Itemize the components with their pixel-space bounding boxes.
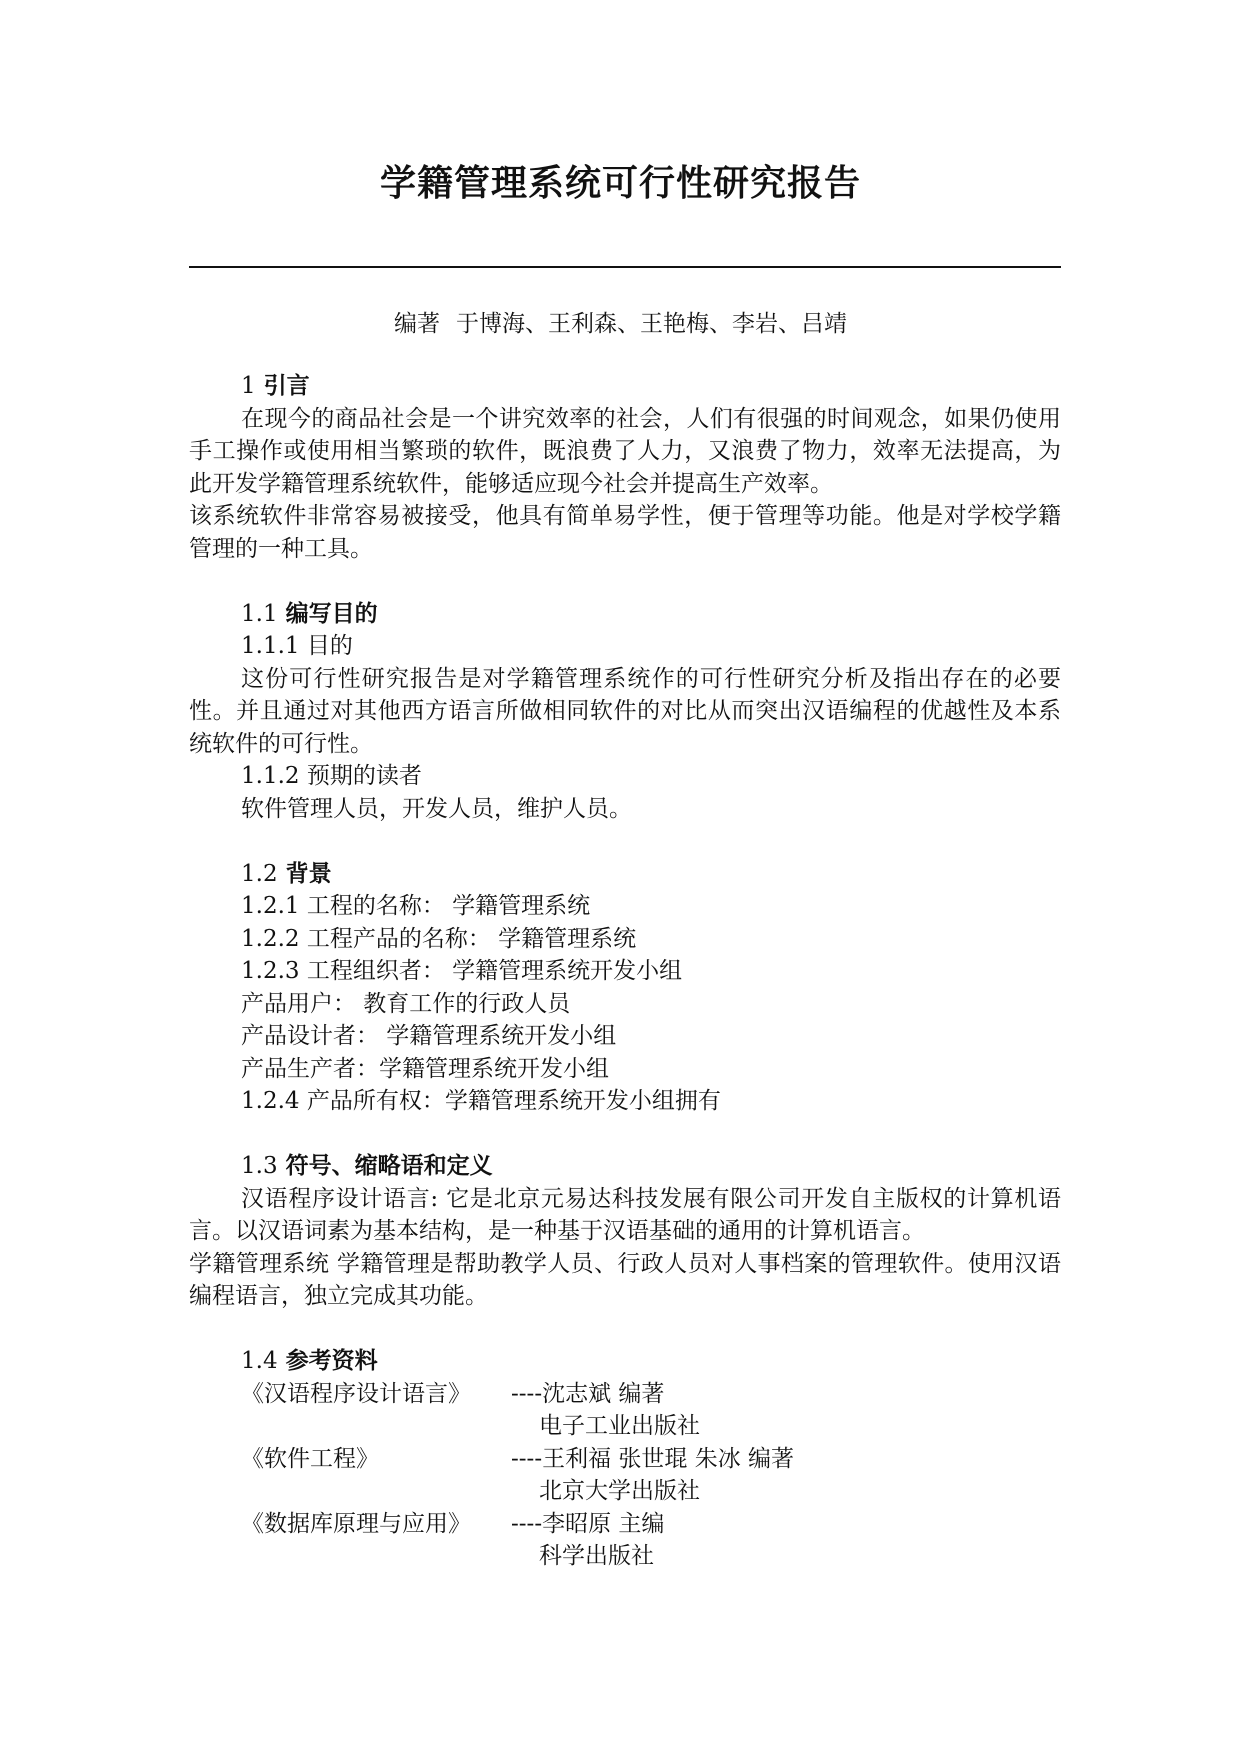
section-number: 1.3 — [241, 1153, 278, 1179]
authors-label: 编著 — [394, 311, 440, 337]
reference-author: ----王利福 张世琨 朱冰 编著 — [511, 1445, 795, 1472]
section-heading-1-4 — [189, 1345, 1061, 1378]
reference-book: 《软件工程》 — [241, 1445, 379, 1472]
section-number: 1.4 — [241, 1348, 278, 1374]
background-line: 产品生产者：学籍管理系统开发小组 — [241, 1055, 609, 1082]
reference-author: ----沈志斌 编著 — [511, 1380, 665, 1407]
reference-item — [241, 1378, 1061, 1443]
reference-publisher: 电子工业出版社 — [539, 1413, 700, 1439]
reference-book: 《汉语程序设计语言》 — [241, 1380, 471, 1407]
title-divider — [189, 266, 1061, 268]
definition-paragraph-1: 汉语程序设计语言: 它是北京元易达科技发展有限公司开发自主版权的计算机语言。以汉语词素为基本结构，是一种基于汉语基础的通用的计算机语言。 — [189, 1185, 1061, 1244]
section-number: 1 — [241, 373, 256, 399]
background-line: 1.2.2 工程产品的名称： 学籍管理系统 — [241, 925, 637, 952]
authors-names: 于博海、王利森、王艳梅、李岩、吕靖 — [456, 311, 847, 337]
intro-paragraph-1: 在现今的商品社会是一个讲究效率的社会，人们有很强的时间观念，如果仍使用手工操作或使用相当繁琐的软件，既浪费了人力，又浪费了物力，效率无法提高，为此开发学籍管理系统软件，能够适应现今社会并提高生产效率。 — [189, 405, 1061, 497]
subsection-label-1-1-1: 1.1.1 目的 — [241, 633, 353, 659]
section-title: 编写目的 — [285, 600, 378, 627]
reference-book: 《数据库原理与应用》 — [241, 1510, 471, 1537]
reference-list — [241, 1378, 1061, 1573]
background-line: 产品设计者： 学籍管理系统开发小组 — [241, 1023, 617, 1049]
document-body — [189, 370, 1061, 1573]
background-line: 产品用户： 教育工作的行政人员 — [241, 990, 571, 1017]
reference-item — [241, 1508, 1061, 1573]
background-line: 1.2.1 工程的名称： 学籍管理系统 — [241, 893, 591, 919]
section-heading-1-1 — [189, 598, 1061, 631]
section-heading-intro — [189, 370, 1061, 403]
document-title: 学籍管理系统可行性研究报告 — [379, 163, 861, 204]
reference-item — [241, 1443, 1061, 1508]
purpose-paragraph: 这份可行性研究报告是对学籍管理系统作的可行性研究分析及指出存在的必要性。并且通过对其他西方语言所做相同软件的对比从而突出汉语编程的优越性及本系统软件的可行性。 — [189, 665, 1061, 757]
section-title: 符号、缩略语和定义 — [285, 1153, 493, 1179]
background-line: 1.2.3 工程组织者： 学籍管理系统开发小组 — [241, 958, 683, 984]
section-heading-1-2 — [189, 858, 1061, 891]
definition-paragraph-2: 学籍管理系统 学籍管理是帮助教学人员、行政人员对人事档案的管理软件。使用汉语编程语言，独立完成其功能。 — [189, 1250, 1061, 1309]
section-title: 参考资料 — [285, 1348, 378, 1374]
section-title: 背景 — [285, 860, 332, 887]
author-line — [0, 307, 1241, 341]
section-title: 引言 — [263, 373, 310, 399]
reference-publisher: 科学出版社 — [539, 1543, 654, 1569]
reference-publisher: 北京大学出版社 — [539, 1478, 700, 1504]
background-line: 1.2.4 产品所有权：学籍管理系统开发小组拥有 — [241, 1088, 721, 1114]
section-heading-1-3 — [189, 1150, 1061, 1183]
section-number: 1.1 — [241, 600, 278, 627]
readers-text: 软件管理人员，开发人员，维护人员。 — [241, 795, 632, 822]
intro-paragraph-2: 该系统软件非常容易被接受，他具有简单易学性，便于管理等功能。他是对学校学籍管理的一种工具。 — [189, 503, 1061, 562]
section-number: 1.2 — [241, 860, 278, 887]
reference-author: ----李昭原 主编 — [511, 1510, 665, 1537]
subsection-label-1-1-2: 1.1.2 预期的读者 — [241, 763, 422, 789]
